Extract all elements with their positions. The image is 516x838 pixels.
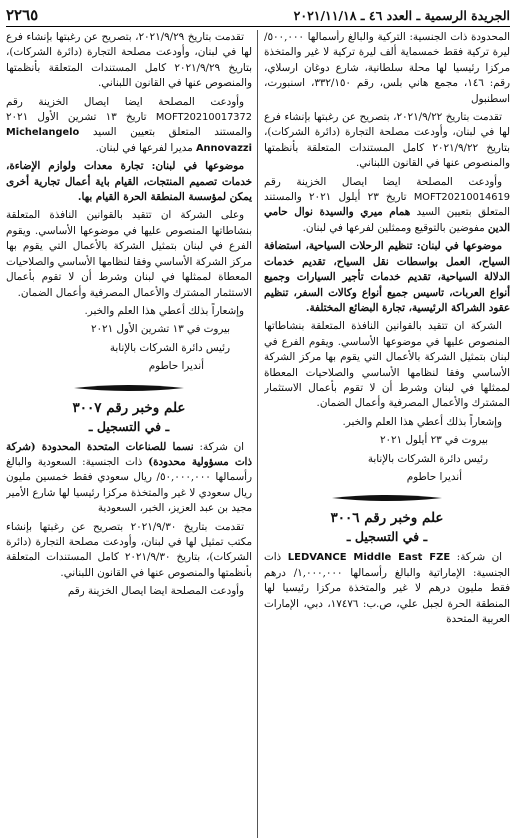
section-separator [264,491,510,505]
paragraph: ان شركة: نسما للصناعات المتحدة المحدودة (شركة ذات مسؤولية محدودة) ذات الجنسية: السعودية والبالغ رأسمالها ٥٠,٠٠٠,٠٠٠/ ريال سعودي فقط خمسين مليون ريال سعودي لا غير والمتخذة مركزا رئيسيا لها شارع الأمير مجيد بن عبد العزيز، الخبر، السعودية [6,440,252,515]
treasury-receipt-number: MOFT20210014619 [413,192,510,204]
column-divider [257,30,258,838]
paragraph: موضوعها في لبنان: تجارة معدات ولوازم الإضاءة، خدمات تصميم المنتجات، القيام باية أعمال تجارية أخرى يمكن لمؤسسة المنطقة الحرة القيام بها. [6,160,252,204]
notice-title: علم وخبر رقم ٣٠٠٧ [72,399,186,416]
paragraph: وعلى الشركة ان تتقيد بالقوانين النافذة المتعلقة بنشاطاتها المنصوص عليها في موضوعها الأساسي. ويقوم الفرع في لبنان بتمثيل الشركة بالأعمال التي يقوم بها مركز الشركة الأساسي وفقا لنظامها الأساسي والصلاحيات المعطاة لممثلها في لبنان وشرط أن لا تقوم بأعمال الاستثمار المشترك والأعمال المصرفية وأعمال الضمان. [6,209,252,299]
signer-name: أنديرا حاطوم [148,360,204,373]
page-header [6,4,510,27]
issue-date: بيروت في ٢٣ أيلول ٢٠٢١ [379,434,488,447]
signer-name: أنديرا حاطوم [406,470,462,483]
header-title: الجريدة الرسمية ـ العدد ٤٦ ـ ٢٠٢١/١١/١٨ [293,7,510,23]
notice-subtitle: ـ في التسجيل ـ [346,529,428,545]
page-number: ٢٢٦٥ [6,6,39,24]
paragraph: موضوعها في لبنان: تنظيم الرحلات السياحية، استضافة السياح، العمل بواسطات نقل السياح، تقديم خدمات الدلالة السياحية، تقديم خدمات تأجير السيارات وجميع أنواع العربات، تاسيس جميع أنواع وكالات السفر، تنظيم عقود الشراكة الرئيسية، تجارة البضائع المختلفة. [264,240,510,314]
treasury-receipt-number: MOFT20210017372 [155,112,252,124]
paragraph: الشركة ان تتقيد بالقوانين النافذة المتعلقة بنشاطاتها المنصوص عليها في موضوعها الأساسي. ويقوم الفرع في لبنان بتمثيل الشركة بالأعمال التي يقوم بها مركز الشركة الأساسي وفقا لنظامها الأساسي والصلاحيات المعطاة لممثلها في لبنان وشرط أن لا تقوم بأعمال الاستثمار المشترك والأعمال المصرفية وأعمال الضمان. [264,320,510,410]
paragraph: تقدمت بتاريخ ٢٠٢١/٩/٢٩، بتصريح عن رغبتها بإنشاء فرع لها في لبنان، وأودعت مصلحة التجارة (دائرة الشركات)، بتاريخ ٢٠٢١/٩/٢٩ كامل المستندات المتعلقة بأنظمتها والمنصوص عنها في القانون اللبناني. [6,31,252,90]
company-name: نسما للصناعات المتحدة المحدودة (شركة ذات مسؤولية محدودة) [6,440,252,468]
notice-subtitle: ـ في التسجيل ـ [88,418,170,434]
paragraph: وأودعت المصلحة ايضا ايصال الخزينة رقم MOFT20210017372 تاريخ ١٣ تشرين الأول ٢٠٢١ والمستند المتعلق بتعيين السيد Michelangelo Annovazzi مديرا لفرعها في لبنان. [6,95,252,154]
manager-name: Michelangelo Annovazzi [6,127,252,154]
paragraph: وإشعاراً بذلك أعطي هذا العلم والخبر. [84,304,244,317]
company-name: LEDVANCE Middle East FZE [287,552,451,564]
paragraph: وأودعت المصلحة ايضا ايصال الخزينة رقم [67,585,244,598]
paragraph: تقدمت بتاريخ ٢٠٢١/٩/٣٠ بتصريح عن رغبتها بإنشاء مكتب تمثيل لها في لبنان، وأودعت مصلحة التجارة (دائرة الشركات)، بتاريخ ٢٠٢١/٩/٣٠ كامل المستندات المتعلقة بأنظمتها والمنصوص عنها في القانون اللبناني. [6,520,252,579]
paragraph: المحدودة ذات الجنسية: التركية والبالغ رأسمالها ٥٠٠,٠٠٠/ ليرة تركية فقط خمسماية ألف ليرة تركية لا غير والمتخذة مركزا رئيسيا لها محلة سلطانية، شارع دوغان ارسلاي، رقم: ١٤٦، مجمع هاني بلس، رقم ٣٣٢/١٥٠، اسنبورت، اسطنبول [264,31,510,105]
section-separator [6,381,252,395]
paragraph: ان شركة: LEDVANCE Middle East FZE ذات الجنسية: الإماراتية والبالغ رأسمالها ١,٠٠٠,٠٠٠/ درهم فقط مليون درهم لا غير والمتخذة مركزا رئيسيا لها المنطقة الحرة لجبل علي، ص.ب: ١٧٤٧٦، دبي، الإمارات العربية المتحدة [264,551,510,625]
signer-title: رئيس دائرة الشركات بالإنابة [109,341,230,354]
right-column [264,30,510,838]
paragraph: وأودعت المصلحة ايضا ايصال الخزينة رقم MOFT20210014619 تاريخ ٢٣ أيلول ٢٠٢١ والمستند المتعلق بتعيين السيد همام ميري والسيدة نوال حامي الدين مفوضين بالتوقيع وممثلين لفرعها في لبنان. [264,175,510,234]
subject-label: موضوعها في لبنان: [416,240,502,253]
notice-title: علم وخبر رقم ٣٠٠٦ [330,510,444,527]
paragraph: تقدمت بتاريخ ٢٠٢١/٩/٢٢، بتصريح عن رغبتها بإنشاء فرع لها في لبنان، وأودعت مصلحة التجارة (دائرة الشركات)، بتاريخ ٢٠٢١/٩/٢٢ كامل المستندات المتعلقة بأنظمتها والمنصوص عنها في القانون اللبناني. [264,111,510,170]
paragraph: وإشعاراً بذلك أعطي هذا العلم والخبر. [342,415,502,428]
subject-label: موضوعها في لبنان: [151,160,245,173]
issue-date: بيروت في ١٣ تشرين الأول ٢٠٢١ [90,323,230,336]
signer-title: رئيس دائرة الشركات بالإنابة [367,452,488,465]
representative-names: همام ميري والسيدة نوال حامي الدين [264,206,510,234]
left-column [6,30,252,838]
